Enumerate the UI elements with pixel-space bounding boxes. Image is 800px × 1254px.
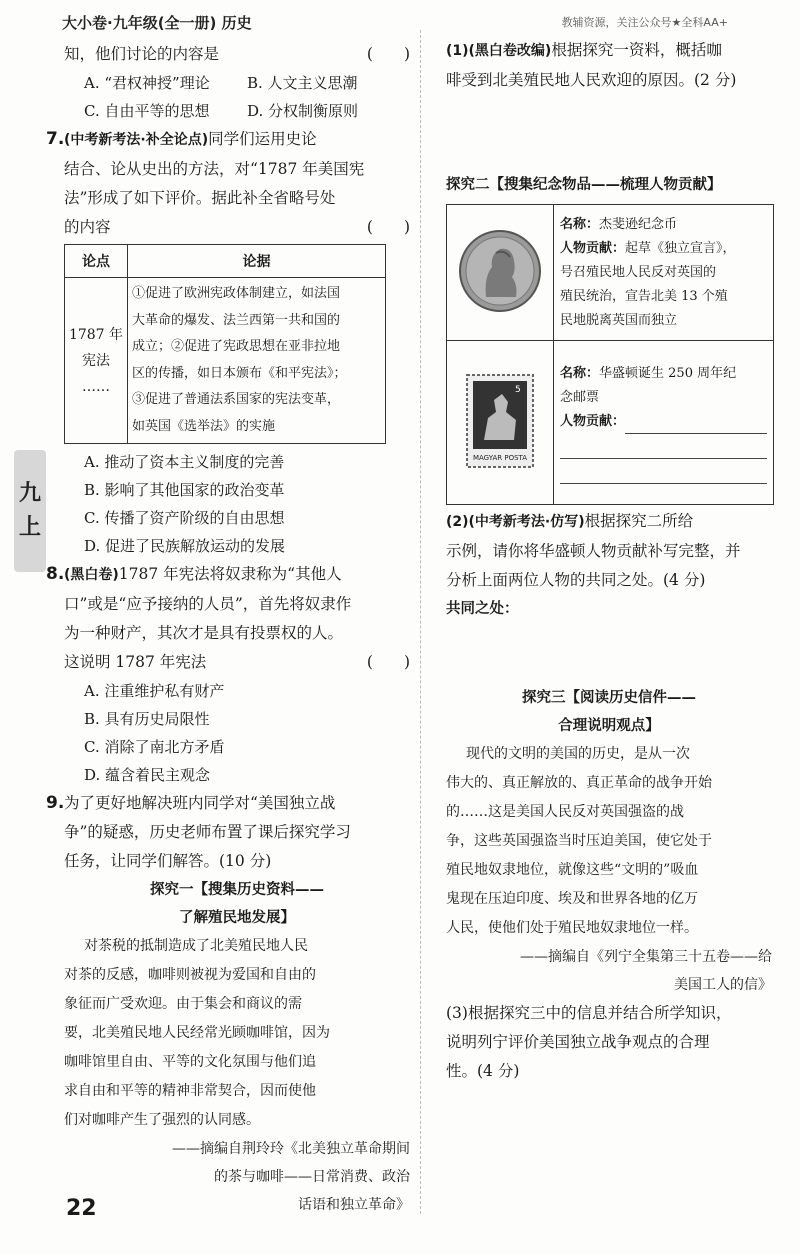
- table-header-evidence: 论据: [128, 245, 386, 278]
- q8-tag: (黑白卷): [64, 567, 119, 583]
- svg-text:5: 5: [515, 384, 521, 395]
- q6-option-b[interactable]: B. 人文主义思潮: [247, 74, 358, 92]
- sub2-line: 分析上面两位人物的共同之处。(4 分): [446, 571, 706, 589]
- table-header-claim: 论点: [65, 245, 128, 278]
- left-column: [46, 40, 410, 1219]
- sub3-line: 性。(4 分): [446, 1062, 520, 1080]
- q8-number: 8.: [46, 564, 65, 584]
- grade-side-tab: [14, 450, 46, 572]
- sub2-tag: (2)(中考新考法·仿写): [446, 514, 585, 530]
- contrib-blank[interactable]: [560, 434, 767, 459]
- explore1-source: ——摘编自荆玲玲《北美独立革命期间 的茶与咖啡——日常消费、政治 话语和独立革命》: [172, 1141, 410, 1213]
- sub1-line: (1)(黑白卷改编)根据探究一资料，概括咖: [446, 41, 722, 59]
- answer-space[interactable]: [446, 95, 772, 171]
- sub3-line: (3)根据探究三中的信息并结合所学知识，: [446, 1004, 732, 1022]
- explore2-title: 探究二【搜集纪念物品——梳理人物贡献】: [446, 177, 722, 193]
- watermark-text: 教辅资源，关注公众号★全科AA+: [561, 16, 728, 29]
- sub1-tag: (1)(黑白卷改编): [446, 43, 552, 59]
- q6-options-row: [64, 97, 410, 125]
- coin-info: 名称：杰斐逊纪念币 人物贡献：起草《独立宣言》， 号召殖民地人民反对英国的 殖民统治，宣告北美 13 个殖 民地脱离英国而独立: [554, 205, 774, 341]
- column-divider: [420, 30, 421, 1214]
- q7-option-b[interactable]: B. 影响了其他国家的政治变革: [84, 481, 285, 499]
- q8-stem-line: 这说明 1787 年宪法 ( ): [64, 653, 410, 671]
- side-tab-char: 九: [18, 481, 41, 506]
- q8-stem-line: 口”或是“应予接纳的人员”，首先将奴隶作: [64, 595, 352, 613]
- q8-stem-line: 8.(黑白卷)1787 年宪法将奴隶称为“其他人: [64, 560, 410, 590]
- q6-option-a[interactable]: A. “君权神授”理论: [84, 74, 210, 92]
- q7-tag: (中考新考法·补全论点): [64, 132, 209, 148]
- q7-stem-line: 法”形成了如下评价。据此补全省略号处: [64, 189, 336, 207]
- q8-option-c[interactable]: C. 消除了南北方矛盾: [84, 738, 225, 756]
- answer-space[interactable]: [446, 624, 772, 684]
- q7-stem-line: 的内容 ( ): [64, 218, 410, 236]
- contrib-blank[interactable]: [625, 410, 767, 434]
- q7-number: 7.: [46, 129, 65, 149]
- explore3-quote: 现代的文明的美国的历史，是从一次 伟大的、真正解放的、真正革命的战争开始 的……这是美国人民反对英国强盗的战 争，这些英国强盗当时压迫美国，使它处于 殖民地奴隶地位，就像这些“文明的”吸血 鬼现在压迫印度、埃及和世界各地的亿万 人民，使他们处于殖民地奴隶地位一样。: [446, 746, 712, 936]
- right-column: [446, 36, 772, 1086]
- q8-stem-line: 为一种财产，其次才是具有投票权的人。: [64, 624, 344, 642]
- q9-stem-line: 9.为了更好地解决班内同学对“美国独立战: [64, 789, 410, 818]
- coin-name: 杰斐逊纪念币: [599, 216, 678, 232]
- q7-evidence-table: [64, 244, 386, 444]
- side-tab-char: 上: [18, 515, 41, 540]
- page-number: 22: [66, 1196, 97, 1221]
- explore1-title: 探究一【搜集历史资料——: [150, 882, 324, 898]
- book-title: 大小卷·九年级(全一册) 历史: [62, 14, 252, 32]
- q6-options-row: [64, 69, 410, 97]
- q9-stem-line: 争”的疑惑，历史老师布置了课后探究学习: [64, 823, 351, 841]
- explore3-source: ——摘编自《列宁全集第三十五卷——给 美国工人的信》: [520, 949, 772, 993]
- q6-option-d[interactable]: D. 分权制衡原则: [247, 102, 359, 120]
- explore3-title: 探究三【阅读历史信件——: [522, 690, 696, 706]
- stamp-cell: [447, 341, 554, 505]
- stamp-icon: [466, 374, 534, 468]
- q8-option-a[interactable]: A. 注重维护私有财产: [84, 682, 225, 700]
- q9-stem-line: 任务，让同学们解答。(10 分): [64, 852, 272, 870]
- coin-icon: [456, 227, 544, 315]
- q7-option-c[interactable]: C. 传播了资产阶级的自由思想: [84, 509, 285, 527]
- q6-stem-tail: 知，他们讨论的内容是 ( ): [64, 45, 410, 63]
- coin-cell: [447, 205, 554, 341]
- svg-text:MAGYAR POSTA: MAGYAR POSTA: [472, 453, 528, 462]
- sub3-line: 说明列宁评价美国独立战争观点的合理: [446, 1033, 710, 1051]
- sub2-line: 示例，请你将华盛顿人物贡献补写完整，并: [446, 542, 741, 560]
- commemorative-table: [446, 204, 774, 505]
- q7-stem-line: 7.(中考新考法·补全论点)同学们运用史论: [64, 125, 410, 155]
- explore3-title: 合理说明观点】: [558, 718, 660, 734]
- q7-option-d[interactable]: D. 促进了民族解放运动的发展: [84, 537, 286, 555]
- contrib-blank[interactable]: [560, 459, 767, 484]
- q9-number: 9.: [46, 793, 65, 813]
- claim-cell: 1787 年 宪法 ……: [65, 278, 128, 444]
- sub2-line: (2)(中考新考法·仿写)根据探究二所给: [446, 512, 694, 530]
- explore1-title: 了解殖民地发展】: [179, 910, 295, 926]
- explore1-quote: 对茶税的抵制造成了北美殖民地人民 对茶的反感，咖啡则被视为爱国和自由的 象征而广受欢迎。由于集会和商议的需 要，北美殖民地人民经常光顾咖啡馆，因为 咖啡馆里自由、平等的文化氛围与他们追 求自由和平等的精神非常契合，因而使他 们对咖啡产生了强烈的认同感。: [64, 938, 330, 1128]
- sub1-line: 啡受到北美殖民地人民欢迎的原因。(2 分): [446, 71, 737, 89]
- common-label: 共同之处：: [446, 601, 519, 617]
- stamp-name: 华盛顿诞生 250 周年纪: [599, 365, 737, 381]
- q8-option-d[interactable]: D. 蕴含着民主观念: [84, 766, 211, 784]
- q8-option-b[interactable]: B. 具有历史局限性: [84, 710, 210, 728]
- q6-option-c[interactable]: C. 自由平等的思想: [84, 102, 210, 120]
- q7-stem-line: 结合、论从史出的方法，对“1787 年美国宪: [64, 160, 365, 178]
- evidence-cell: ①促进了欧洲宪政体制建立，如法国 大革命的爆发、法兰西第一共和国的 成立；②促进了宪政思想在亚非拉地 区的传播，如日本颁布《和平宪法》； ③促进了普通法系国家的宪法变革， 如英国《选举法》的实施: [128, 278, 386, 444]
- q7-option-a[interactable]: A. 推动了资本主义制度的完善: [84, 453, 285, 471]
- stamp-info: 名称：华盛顿诞生 250 周年纪 念邮票 人物贡献：: [554, 341, 774, 505]
